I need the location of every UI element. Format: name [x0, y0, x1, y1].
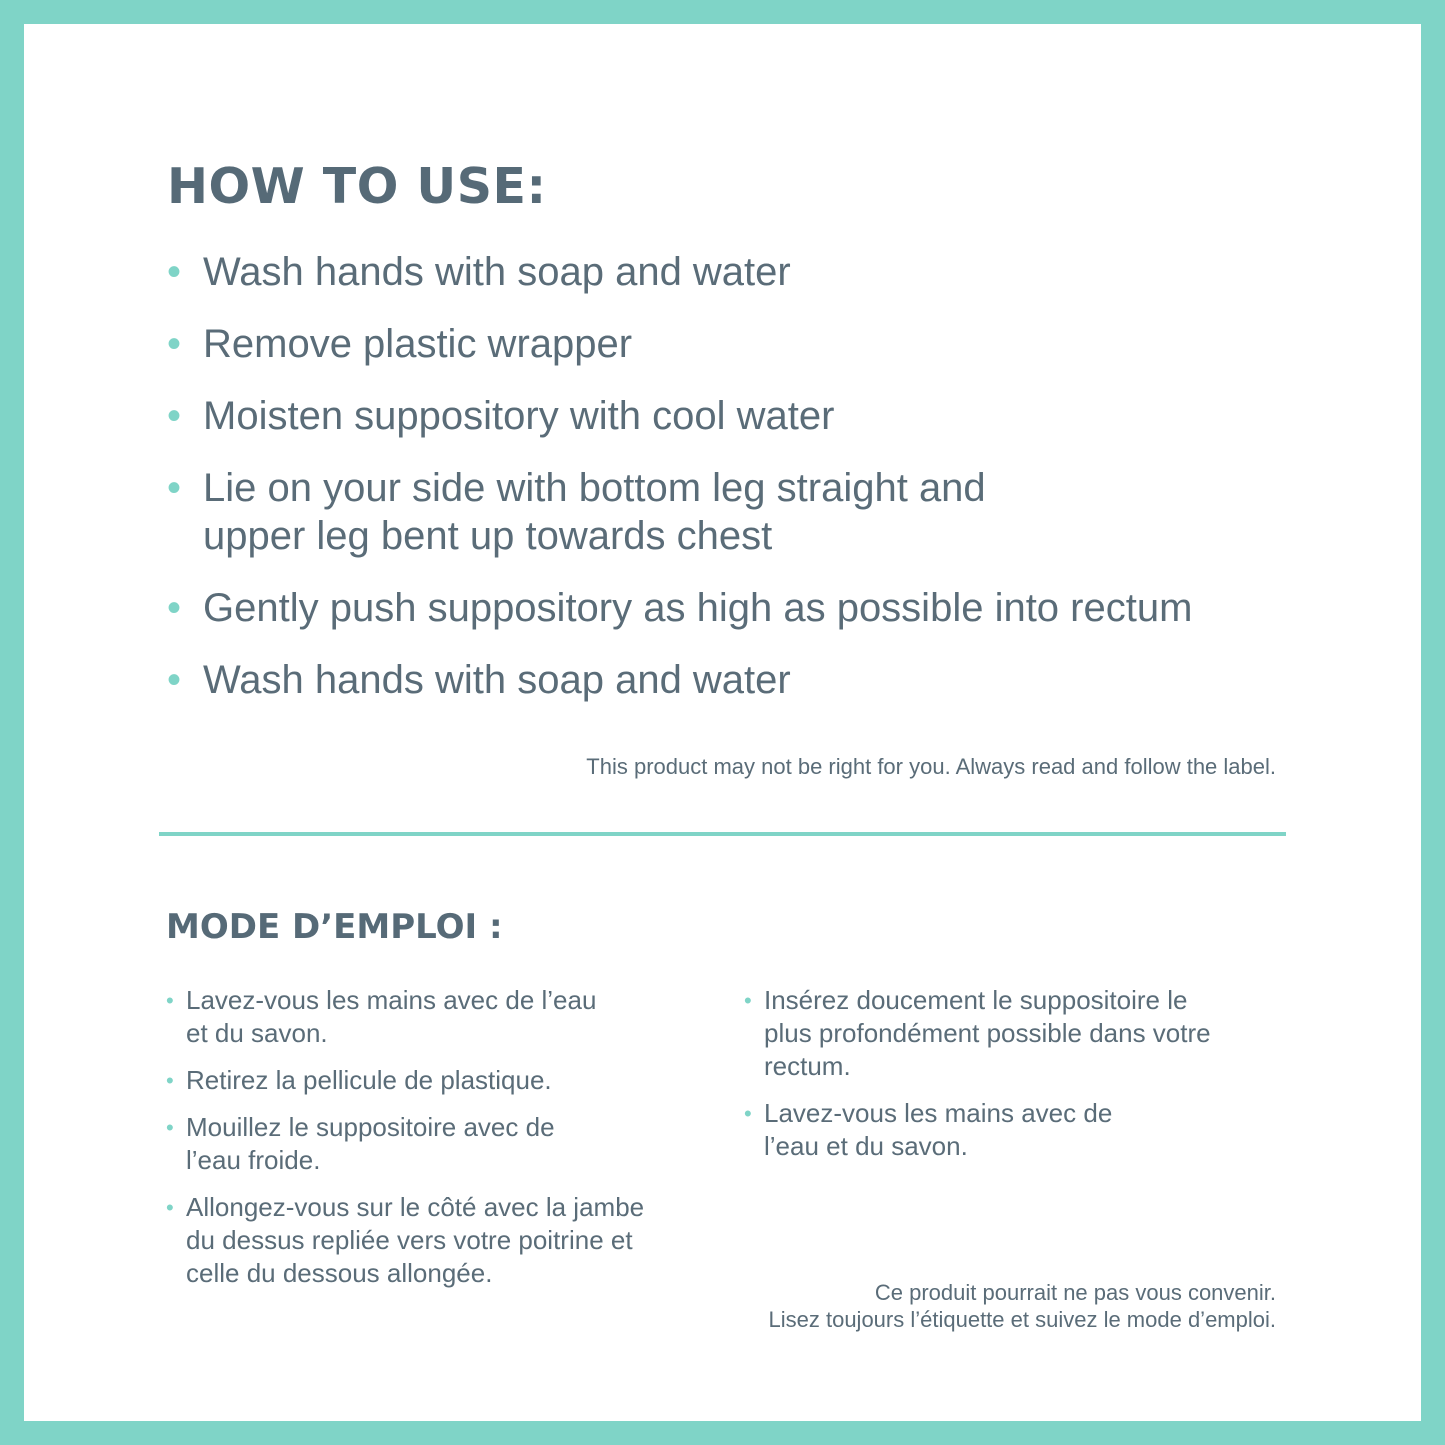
french-disclaimer-line: Ce produit pourrait ne pas vous convenir.: [874, 1280, 1276, 1305]
english-title: HOW TO USE:: [167, 158, 547, 215]
english-steps-list: [167, 248, 1317, 728]
french-step: • Retirez la pellicule de plastique.: [166, 1065, 552, 1095]
bullet-icon: •: [167, 322, 182, 366]
french-steps-left-column: [166, 984, 676, 1304]
english-step: • Wash hands with soap and water: [167, 250, 791, 294]
french-steps-right-column: [744, 984, 1224, 1177]
french-disclaimer-line: Lisez toujours l’étiquette et suivez le mode d’emploi.: [768, 1307, 1276, 1332]
bullet-icon: •: [166, 988, 174, 1013]
english-step: • Gently push suppository as high as possible into rectum: [167, 586, 1193, 630]
bullet-icon: •: [167, 250, 182, 294]
french-step: • Lavez-vous les mains avec de l’eau et du savon.: [166, 985, 597, 1048]
french-step: • Lavez-vous les mains avec de l’eau et du savon.: [744, 1098, 1113, 1161]
bullet-icon: •: [166, 1115, 174, 1140]
bullet-icon: •: [166, 1068, 174, 1093]
english-step: • Remove plastic wrapper: [167, 322, 633, 366]
french-disclaimer: [656, 1279, 1276, 1333]
french-step: • Insérez doucement le suppositoire le plus profondément possible dans votre rectum.: [744, 985, 1211, 1081]
bullet-icon: •: [166, 1195, 174, 1220]
white-panel: [24, 24, 1421, 1421]
english-disclaimer: This product may not be right for you. Always read and follow the label.: [586, 754, 1276, 779]
english-step: • Lie on your side with bottom leg straight and upper leg bent up towards chest: [167, 466, 986, 558]
french-step: • Mouillez le suppositoire avec de l’eau froide.: [166, 1112, 555, 1175]
bullet-icon: •: [167, 586, 182, 630]
english-step: • Wash hands with soap and water: [167, 658, 791, 702]
french-step: • Allongez-vous sur le côté avec la jambe du dessus repliée vers votre poitrine et celle du dessous allongée.: [166, 1192, 645, 1288]
bullet-icon: •: [744, 1101, 752, 1126]
bullet-icon: •: [167, 394, 182, 438]
bullet-icon: •: [744, 988, 752, 1013]
section-divider: [159, 832, 1286, 836]
english-step: • Moisten suppository with cool water: [167, 394, 835, 438]
french-title: MODE D’EMPLOI :: [166, 907, 503, 947]
bullet-icon: •: [167, 466, 182, 510]
bullet-icon: •: [167, 658, 182, 702]
